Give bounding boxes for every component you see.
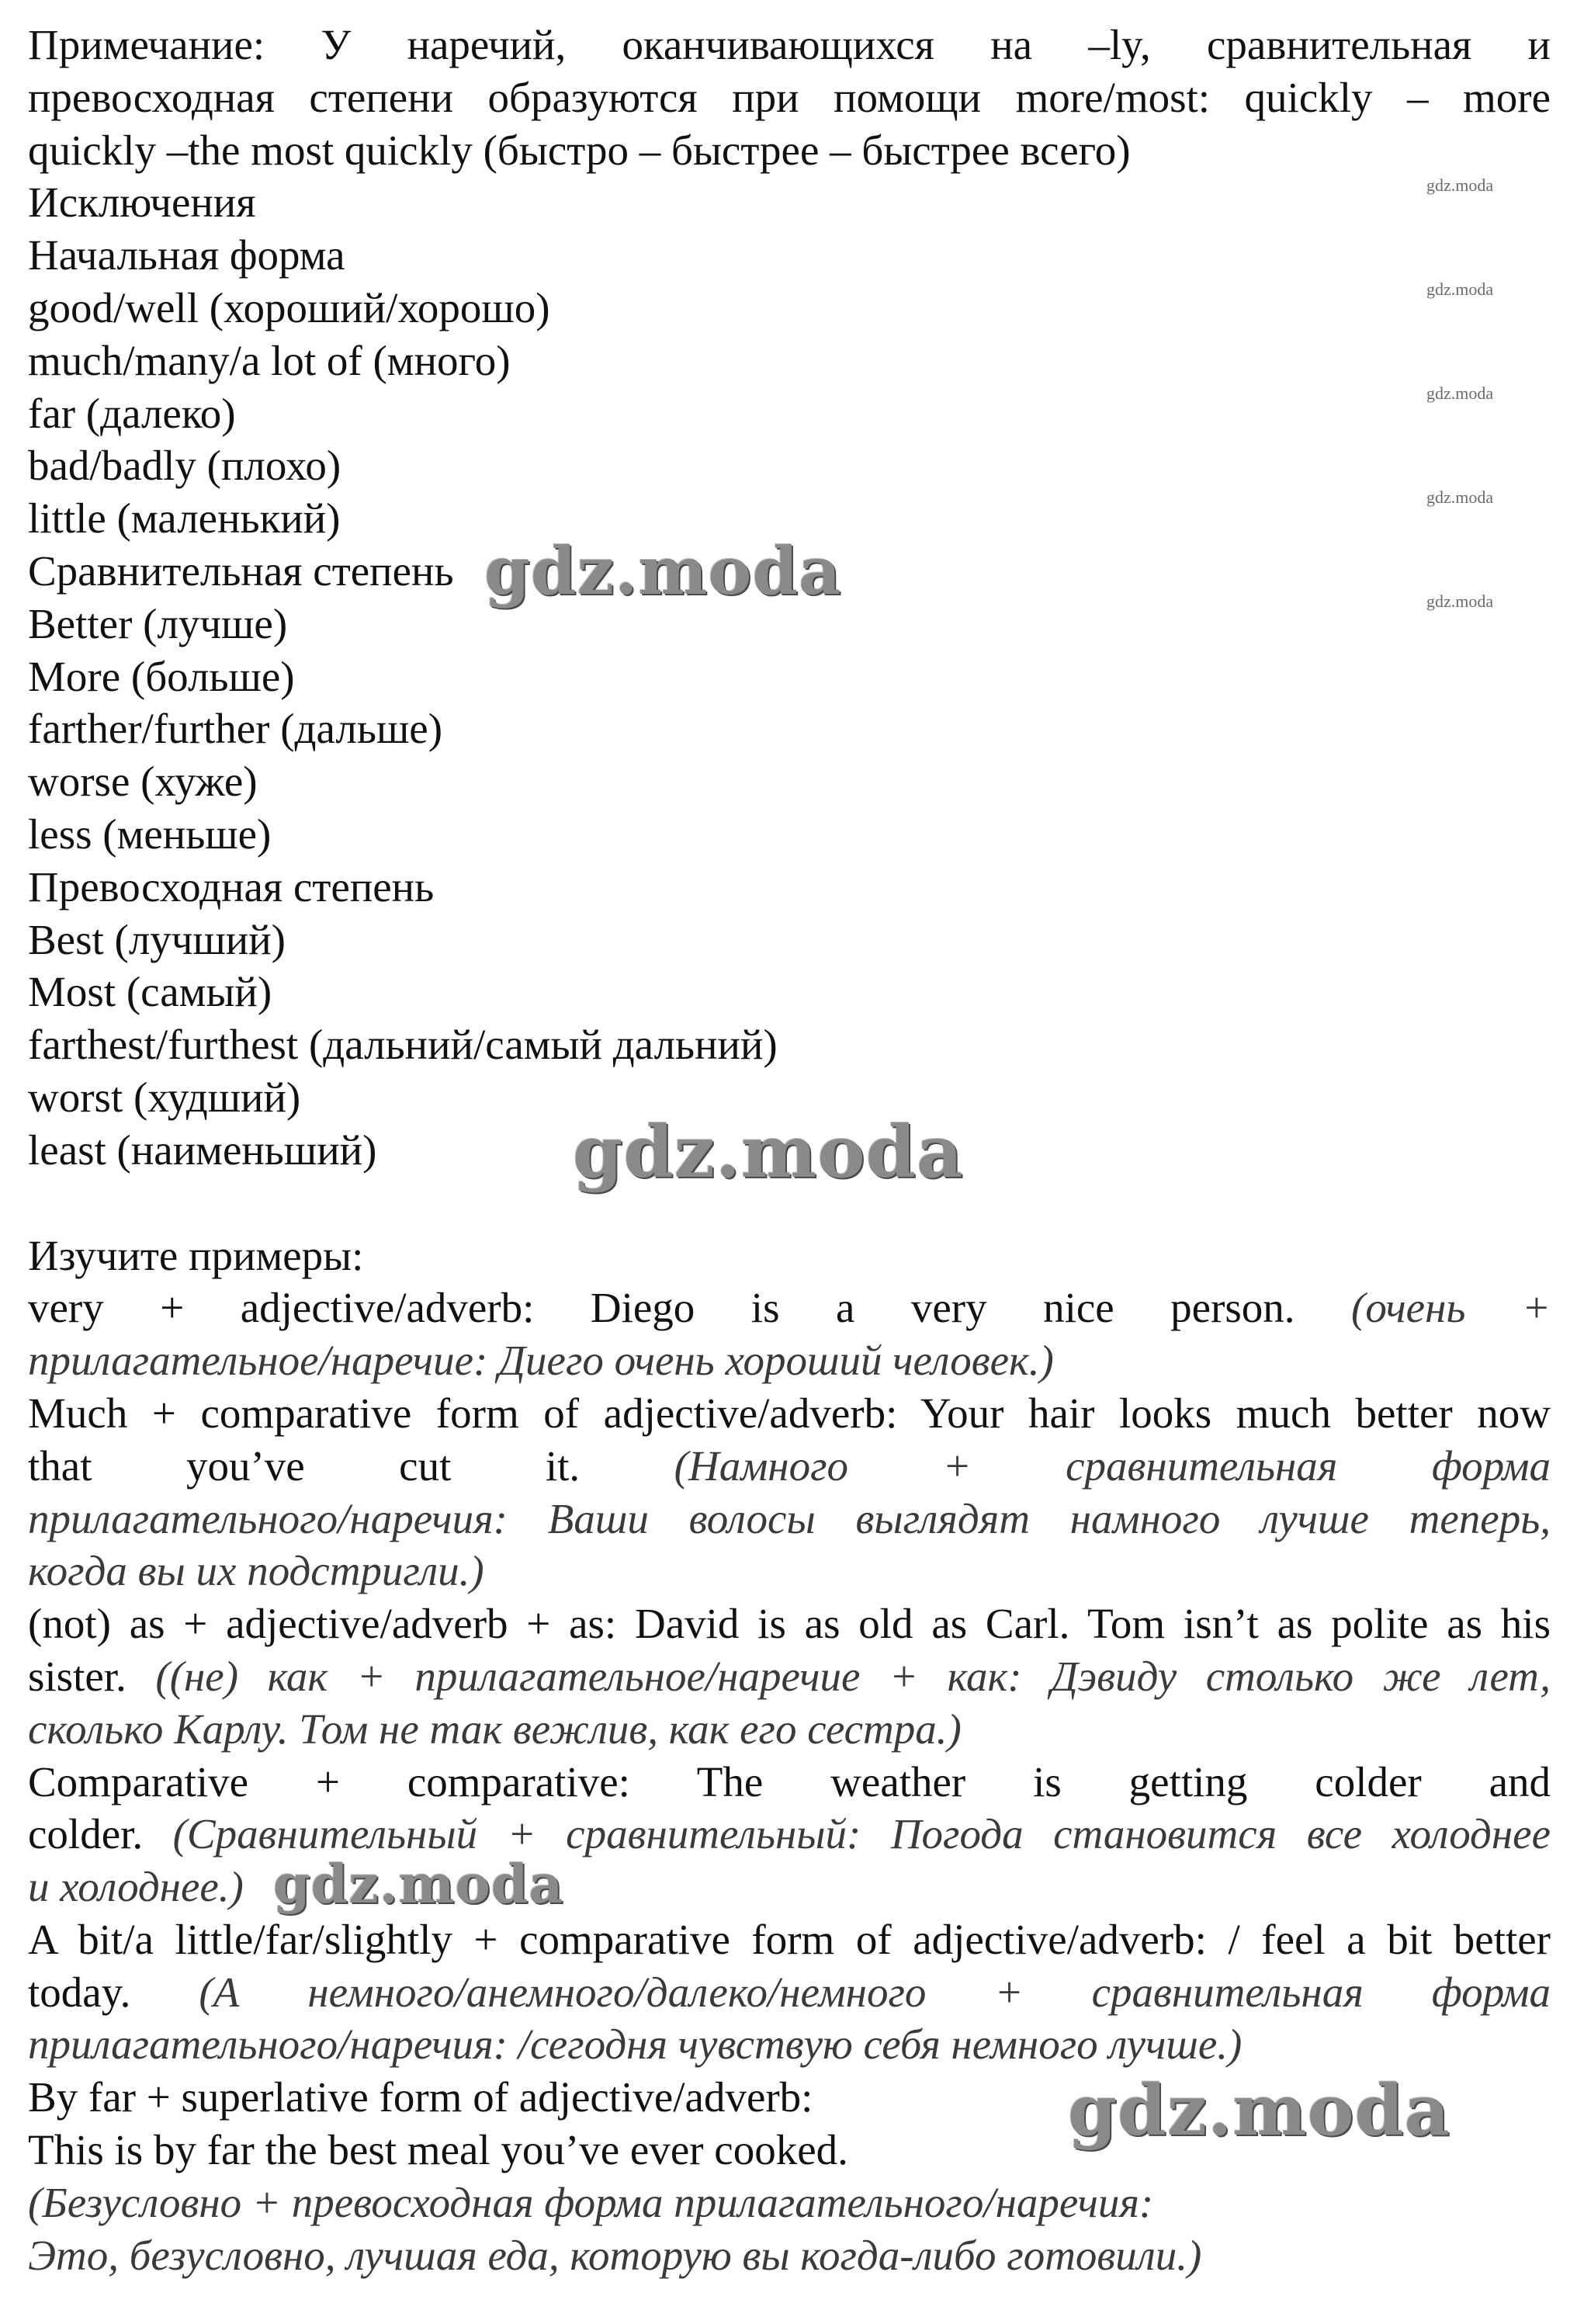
base-form-item: much/many/a lot of (много) (28, 336, 511, 384)
watermark-large: gdz.moda (573, 1110, 964, 1194)
watermark-large: gdz.moda (1068, 2069, 1450, 2152)
example-line (28, 1808, 1551, 1861)
example-line: Much + comparative form of adjective/adverb: Your hair looks much better now (28, 1389, 1551, 1437)
example-translation: (Сравнительный + сравнительный: Погода становится все холоднее (172, 1810, 1551, 1858)
example-text: very + adjective/adverb: Diego is a very nice person. (28, 1284, 1295, 1332)
example-translation-line: Это, безусловно, лучшая еда, которую вы когда-либо готовили.) (28, 2231, 1202, 2279)
example-line: A bit/a little/far/slightly + comparative form of adjective/adverb: / feel a bit better (28, 1915, 1551, 1963)
watermark-small: gdz.moda (1426, 279, 1494, 299)
example-line (28, 1440, 1551, 1493)
example-line (28, 1650, 1551, 1703)
watermark-small: gdz.moda (1426, 487, 1494, 507)
example-translation: ((не) как + прилагательное/наречие + как: Дэвиду столько же лет, (155, 1652, 1551, 1700)
superlative-heading: Превосходная степень (28, 862, 435, 911)
exceptions-heading: Исключения (28, 179, 256, 227)
example-translation-line: когда вы их подстригли.) (28, 1547, 484, 1595)
example-translation: (очень + (1351, 1284, 1551, 1332)
watermark-small: gdz.moda (1426, 383, 1494, 403)
example-translation-line: сколько Карлу. Том не так вежлив, как его сестра.) (28, 1705, 962, 1753)
watermark-small: gdz.moda (1426, 175, 1494, 195)
comparative-item: More (больше) (28, 652, 295, 700)
example-text: colder. (28, 1810, 144, 1858)
superlative-item: farthest/furthest (дальний/самый дальний) (28, 1021, 778, 1069)
base-form-heading: Начальная форма (28, 231, 345, 279)
example-text: sister. (28, 1652, 127, 1700)
example-line: Comparative + comparative: The weather is getting colder and (28, 1757, 1551, 1805)
example-translation: (А немного/анемного/далеко/немного + сравнительная форма (199, 1968, 1551, 2016)
watermark-large: gdz.moda (273, 1854, 564, 1916)
examples-heading: Изучите примеры: (28, 1231, 364, 1279)
watermark-small: gdz.moda (1426, 591, 1494, 611)
example-translation: (Намного + сравнительная форма (674, 1441, 1551, 1490)
example-translation-line: и холоднее.) (28, 1863, 244, 1911)
example-translation-line: прилагательное/наречие: Диего очень хороший человек.) (28, 1337, 1054, 1385)
example-translation-line: (Безусловно + превосходная форма прилагательного/наречия: (28, 2178, 1154, 2226)
example-text: that you’ve cut it. (28, 1441, 581, 1490)
comparative-item: Better (лучше) (28, 599, 288, 647)
comparative-item: farther/further (дальше) (28, 705, 443, 753)
example-translation-line: прилагательного/наречия: Ваши волосы выглядят намного лучше теперь, (28, 1494, 1551, 1542)
superlative-item: Most (самый) (28, 968, 272, 1016)
watermark-large: gdz.moda (484, 532, 842, 609)
example-line: By far + superlative form of adjective/adverb: (28, 2073, 813, 2121)
superlative-item: least (наименьший) (28, 1126, 377, 1174)
note-line-3: quickly –the most quickly (быстро – быстрее – быстрее всего) (28, 126, 1131, 174)
note-line-1: Примечание: У наречий, оканчивающихся на –ly, сравнительная и (28, 21, 1551, 68)
superlative-item: Best (лучший) (28, 915, 286, 963)
comparative-item: less (меньше) (28, 810, 272, 858)
base-form-item: bad/badly (плохо) (28, 442, 341, 490)
comparative-heading: Сравнительная степень (28, 546, 454, 595)
example-line: This is by far the best meal you’ve ever cooked. (28, 2126, 848, 2174)
example-translation-line: прилагательного/наречия: /сегодня чувствую себя немного лучше.) (28, 2020, 1243, 2069)
comparative-item: worse (хуже) (28, 758, 258, 806)
base-form-item: good/well (хороший/хорошо) (28, 283, 550, 331)
base-form-item: little (маленький) (28, 494, 341, 543)
example-text: today. (28, 1968, 131, 2016)
example-line (28, 1966, 1551, 2019)
note-line-2: превосходная степени образуются при помощи more/most: quickly – more (28, 73, 1551, 121)
example-line (28, 1282, 1551, 1334)
superlative-item: worst (худший) (28, 1073, 301, 1121)
example-line: (not) as + adjective/adverb + as: David is as old as Carl. Tom isn’t as polite as his (28, 1600, 1551, 1648)
base-form-item: far (далеко) (28, 389, 236, 437)
